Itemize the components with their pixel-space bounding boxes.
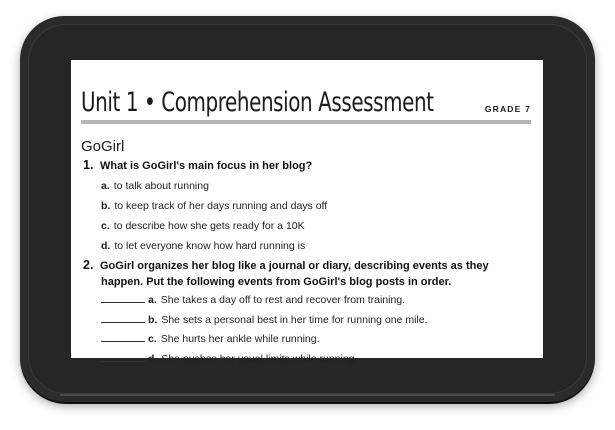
answer-blank[interactable] xyxy=(101,332,145,342)
question-text-line-1: GoGirl organizes her blog like a journal or diary, describing events as they xyxy=(100,260,489,272)
option-letter: b. xyxy=(148,314,158,326)
question-1-option-c xyxy=(101,220,305,232)
option-text: to talk about running xyxy=(113,180,209,192)
option-letter: c. xyxy=(101,220,110,232)
question-2-option-b xyxy=(101,313,428,326)
option-text: She takes a day off to rest and recover from training. xyxy=(160,294,406,306)
answer-blank[interactable] xyxy=(101,352,145,362)
question-1-option-b xyxy=(101,200,327,212)
option-letter: c. xyxy=(148,333,157,345)
question-2-option-d xyxy=(101,352,357,365)
question-text: What is GoGirl's main focus in her blog? xyxy=(100,160,313,172)
option-text: She hurts her ankle while running. xyxy=(160,333,320,345)
option-letter: b. xyxy=(101,200,111,212)
document-title: Unit 1 • Comprehension Assessment xyxy=(81,87,434,118)
option-letter: d. xyxy=(148,353,158,365)
tablet-edge-highlight xyxy=(60,394,555,396)
question-2 xyxy=(83,258,489,272)
tablet-screen[interactable] xyxy=(71,60,543,365)
grade-label: GRADE 7 xyxy=(484,104,531,114)
question-number: 2. xyxy=(83,258,94,272)
option-text: to describe how she gets ready for a 10K xyxy=(113,220,305,232)
question-2-option-c xyxy=(101,332,320,345)
question-1 xyxy=(83,158,312,172)
option-letter: a. xyxy=(148,294,157,306)
option-text: to keep track of her days running and days off xyxy=(114,200,328,212)
question-text-line-2: happen. Put the following events from GoGirl's blog posts in order. xyxy=(101,276,452,288)
question-1-option-d xyxy=(101,240,305,252)
question-1-option-a xyxy=(101,180,209,192)
answer-blank[interactable] xyxy=(101,313,145,323)
section-title: GoGirl xyxy=(81,138,125,155)
option-text: to let everyone know how hard running is xyxy=(114,240,306,252)
question-number: 1. xyxy=(83,158,94,172)
answer-blank[interactable] xyxy=(101,293,145,303)
option-letter: a. xyxy=(101,180,110,192)
document-header xyxy=(81,82,531,124)
option-text: She sets a personal best in her time for running one mile. xyxy=(161,314,428,326)
option-text: She pushes her usual limits while running. xyxy=(161,353,358,365)
question-2-option-a xyxy=(101,293,405,306)
option-letter: d. xyxy=(101,240,111,252)
